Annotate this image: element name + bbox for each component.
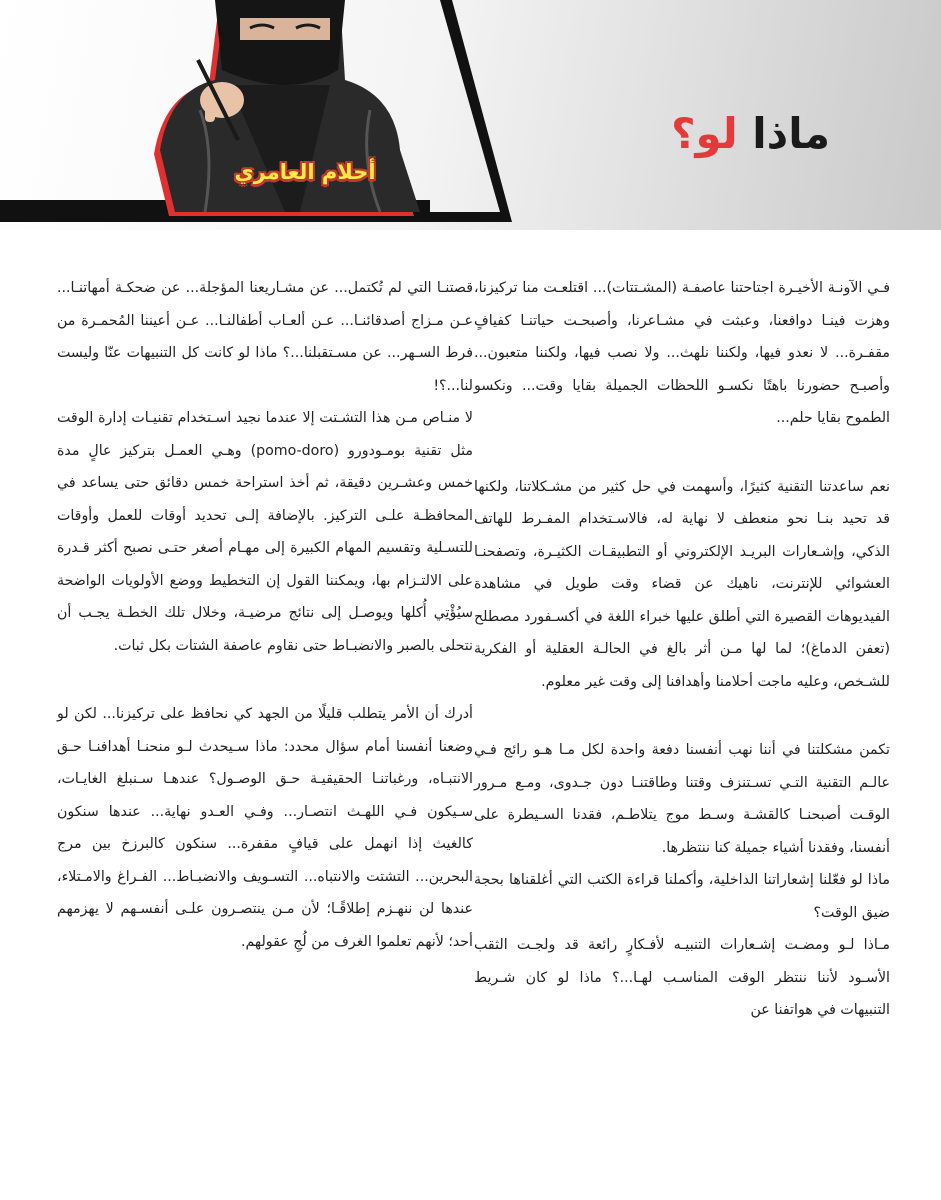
paragraph: نعم ساعدتنا التقنية كثيرًا، وأسهمت في حل كثير من مشـكلاتنا، ولكنها قد تحيد بنـا نحو منعطف لا نهاية له، فالاسـتخدام المفـرط للهاتف الذكي، وإشـعارات البريـد الإلكتروني أو التطبيقـات الكثيـرة، وتصفحنـا العشوائي للإنترنت، ناهيك عن قضاء وقت طويل في مشاهدة الفيديوهات القصيرة التي أطلق عليها خبراء اللغة في أكسـفورد مصطلح (تعفن الدماغ)؛ لما لها مـن أثر بالغ في الحالـة العقلية أو الفكرية للشـخص، وعليه ماجت أحلامنا وأهدافنا إلى وقت غير معلوم. [474,478,890,690]
paragraph: أدرك أن الأمر يتطلب قليلًا من الجهد كي نحافظ على تركيزنا... لكن لو وضعنا أنفسنا أمام سؤال محدد: ماذا سـيحدث لـو منحنـا أهدافنـا حـق الانتبـاه، ورغباتنـا الحقيقيـة حـق الوصـول؟ عندهـا سـنبلغ الغايـات، سـيكون فـي اللهـث انتصـار... وفـي العـدو نهاية... عندها سنكون كالغيث إذا انهمل على قيافٍ مقفرة... سنكون كالبرزخ بين مرج البحرين... التشتت والانتباه... التسـويف والانضبـاط... الفـراغ والامـتلاء، عندها لن ننهـزم إطلاقًـا؛ لأن مـن ينتصـرون علـى أنفسـهم لا يهزمهم أحد؛ لأنهم تعلموا الغرف من لُجِ عقولهم. [57,706,473,950]
paragraph: لا منـاص مـن هذا التشـتت إلا عندما نجيد اسـتخدام تقنيـات إدارة الوقت مثل تقنية بومـودورو (pomo-doro) وهـي العمـل بتركيز عالٍ مدة خمس وعشـرين دقيقة، ثم أخذ استراحة خمس دقائق حتى يساعد في المحافظـة علـى التركيز. بالإضافة إلـى تحديد أوقات للعمل وأوقات للتسـلية وتقسيم المهام الكبيرة إلى مهـام أصغر حتـى نصبح أكثر قـدرة على الالتـزام بها، ويمكننا القول إن التخطيط ووضع الأولويات الواضحة سيُؤْتِي أُكلها ويوصـل إلى نتائج مرضيـة، وخلال تلك الخطـة يجـب أن نتحلى بالصبر والانضبـاط حتى نقاوم عاصفة الشتات بكل ثبات. [57,410,473,654]
article-column-left [57,272,473,958]
paragraph: قصتنـا التي لم تُكتمل... عن مشـاريعنا المؤجلة... عن ضحكـة أمهاتنـا... عـن مـزاج أصدقائنـا... عـن ألعـاب أطفالنـا... عـن أعيننا المُحمـرة من فرط السـهر... عن مسـتقبلنا...؟ ماذا لو كانت كل التنبيهات عنّا وليست لنا...؟! [57,280,473,394]
author-name: أحلام العامري [234,160,376,184]
paragraph: مـاذا لـو ومضـت إشـعارات التنبيـه لأفـكارٍ رائعة قد ولجـت الثقب الأسـود لأننا ننتظر الوقت المناسـب لهـا...؟ ماذا لو كان شـريط التنبيهات في هواتفنا عن [474,937,890,1018]
article-column-right [474,272,890,1027]
paragraph: فـي الآونـة الأخيـرة اجتاحتنا عاصفـة (المشـتتات)... اقتلعـت منا تركيزنا، وهزت فينـا دوافعنا، وعبثت في مشـاعرنا، وأصبحـت حياتنـا كفيافٍ مقفـرة... لا نعدو فيها، ولكننا نلهث... ولا نصب فيها، ولكننا متعبون... وأصبـح حضورنا باهتًا نكسـو اللحظات الجميلة بقايا وقت... ونكسو الطموح بقايا حلم... [474,280,890,426]
title-main: ماذا [737,109,830,158]
paragraph: تكمن مشكلتنا في أننا نهب أنفسنا دفعة واحدة لكل مـا هـو رائج فـي عالـم التقنية التـي تسـتنزف وقتنا وطاقتنـا دون جـدوى، ومـع مـرور الوقـت أصبحنـا كالقشـة وسـط موج يتلاطـم، فقدنا السـيطرة على أنفسنا، وفقدنا أشياء جميلة كنا ننتظرها. [474,742,890,856]
paragraph: ماذا لو فعّلنا إشعاراتنا الداخلية، وأكملنا قراءة الكتب التي أغلقناها بحجة ضيق الوقت؟ [474,872,890,921]
page-title [660,104,830,164]
title-accent: لو؟ [671,109,738,158]
